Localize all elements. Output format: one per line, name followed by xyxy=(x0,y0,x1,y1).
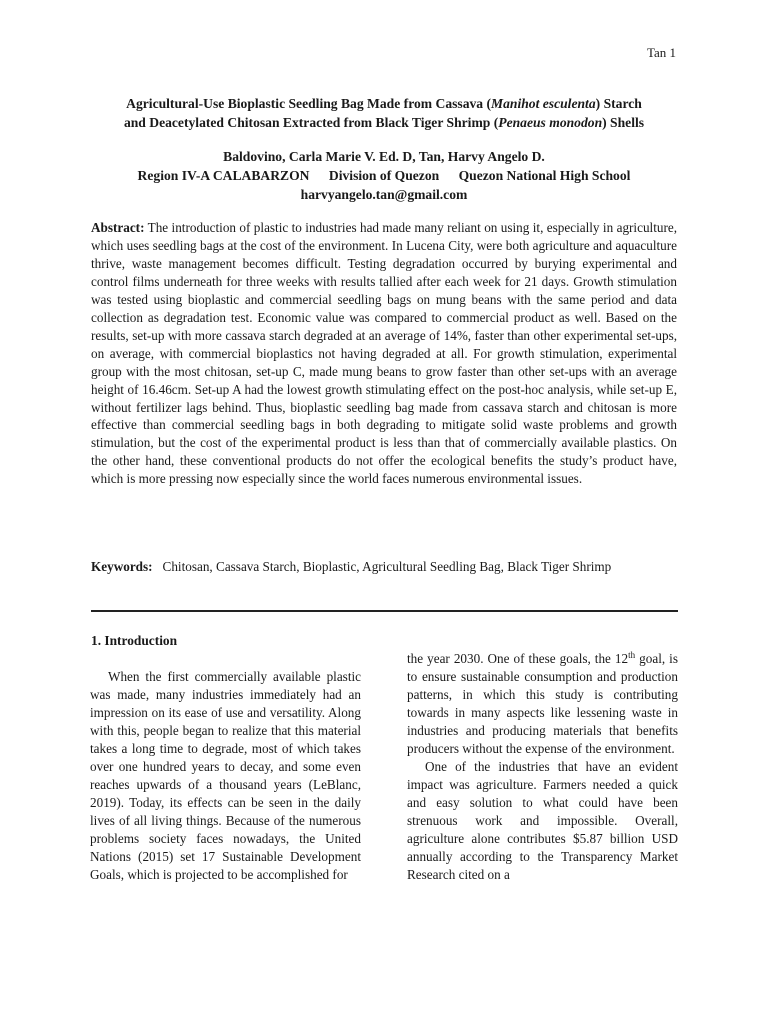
introduction-heading: 1. Introduction xyxy=(91,633,178,648)
author-email: harvyangelo.tan@gmail.com xyxy=(300,187,468,202)
keywords-text: Chitosan, Cassava Starch, Bioplastic, Agricultural Seedling Bag, Black Tiger Shrimp xyxy=(162,559,612,574)
paper-title xyxy=(80,94,688,132)
keywords xyxy=(91,558,677,576)
scientific-name-cassava: Manihot esculenta xyxy=(491,96,596,111)
affiliation-division: Division of Quezon xyxy=(328,168,440,183)
intro-paragraph-2: One of the industries that have an evident impact was agriculture. Farmers needed a quick and easy solution to what could have been strenuous work and impossible. Overall, agriculture alone contributes $5.87 billion USD annually according to the Transparency Market Research cited on a xyxy=(407,759,678,882)
author-block xyxy=(80,147,688,204)
section-divider xyxy=(91,610,678,612)
abstract-text: The introduction of plastic to industries had made many reliant on using it, especially in agriculture, which uses seedling bags at the cost of the environment. In Lucena City, were both agriculture and aquaculture thrive, waste management becomes difficult. Testing degradation occurred by burying experimental and control films underneath for three weeks with results tallied after each week for 21 days. Growth stimulation was tested using bioplastic and commercial seedling bags on mung beans with the same period and data collection as degradation test. Economic value was compared to commercial product as well. Based on the results, set-up with more cassava starch degraded at an average of 14%, faster than other experimental set-ups, on average, with commercial bioplastics not having degraded at all. For growth stimulation, experimental group with the most chitosan, set-up C, made mung beans to grow faster than other set-ups with an average height of 16.46cm. Set-up A had the lowest growth stimulating effect on the post-hoc analysis, while set-up E, without fertilizer lags behind. Thus, bioplastic seedling bag made from cassava starch and chitosan is more effective than commercial seedling bags in both degrading to mitigate solid waste problems and growth stimulation, but the cost of the experimental product is less than that of commercially available plastics. On the other hand, these conventional products do not offer the ecological benefits the study’s product have, which is more pressing now especially since the world faces numerous environmental issues. xyxy=(91,220,677,487)
right-column xyxy=(407,650,678,884)
intro-paragraph-1: When the first commercially available plastic was made, many industries immediately had an impression on its ease of use and versatility. Along with this, people began to realize that this material takes a long time to degrade, most of which takes over one hundred years to decay, and some even reaches upwards of a thousand years (LeBlanc, 2019). Today, its effects can be seen in the daily lives of all living things. Because of the numerous problems society faces nowadays, the United Nations (2015) set 17 Sustainable Development Goals, which is projected to be accomplished for xyxy=(90,669,361,882)
author-names: Baldovino, Carla Marie V. Ed. D, Tan, Harvy Angelo D. xyxy=(223,149,545,164)
abstract-label: Abstract: xyxy=(91,220,145,235)
keywords-label: Keywords: xyxy=(91,559,153,574)
title-line-2: and Deacetylated Chitosan Extracted from Black Tiger Shrimp (Penaeus monodon) Shells xyxy=(123,115,645,130)
affiliation-school: Quezon National High School xyxy=(458,168,631,183)
scientific-name-shrimp: Penaeus monodon xyxy=(498,115,603,130)
abstract xyxy=(91,219,677,488)
intro-paragraph-1-continued: the year 2030. One of these goals, the 12th goal, is to ensure sustainable consumption and production patterns, in which this study is contributing towards in many aspects like lessening waste in industries and producing materials that benefits producers without the expense of the environment. xyxy=(407,650,678,756)
page-number: Tan 1 xyxy=(646,45,676,60)
affiliation-row xyxy=(80,166,688,185)
title-line-1: Agricultural-Use Bioplastic Seedling Bag Made from Cassava (Manihot esculenta) Starch xyxy=(126,96,642,111)
affiliation-region: Region IV-A CALABARZON xyxy=(137,168,310,183)
left-column xyxy=(90,668,361,884)
